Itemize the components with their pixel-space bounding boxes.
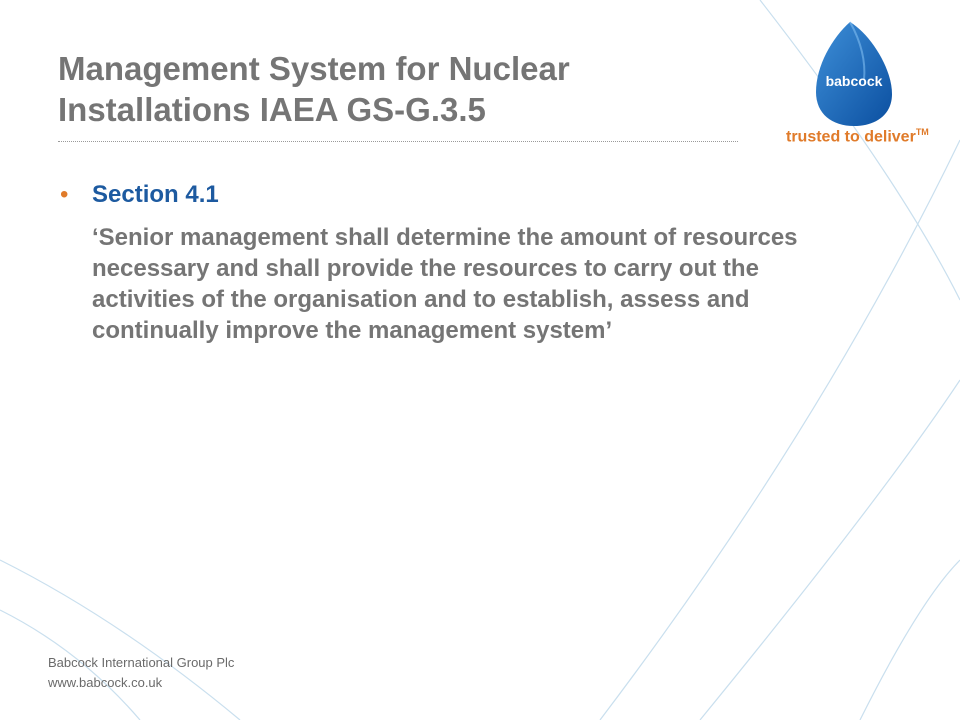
logo-wordmark: babcock — [825, 73, 883, 89]
footer-website-link[interactable]: www.babcock.co.uk — [48, 675, 163, 690]
section-heading: Section 4.1 — [92, 181, 219, 208]
slide-title: Management System for Nuclear Installations IAEA GS-G.3.5 — [58, 50, 570, 128]
quote-text: ‘Senior management shall determine the amount of resources necessary and shall provide the resources to carry out the activities of the organisation and to establish, assess and continually improve the management system’ — [92, 224, 798, 344]
footer-company-name: Babcock International Group Plc — [48, 655, 235, 670]
title-divider — [58, 141, 738, 142]
bullet-icon: • — [60, 181, 69, 208]
slide-content — [60, 178, 830, 346]
tagline-text: trusted to deliver — [786, 128, 916, 146]
trademark-mark: TM — [915, 127, 929, 137]
brand-tagline — [786, 127, 929, 146]
bullet-item — [60, 178, 830, 212]
